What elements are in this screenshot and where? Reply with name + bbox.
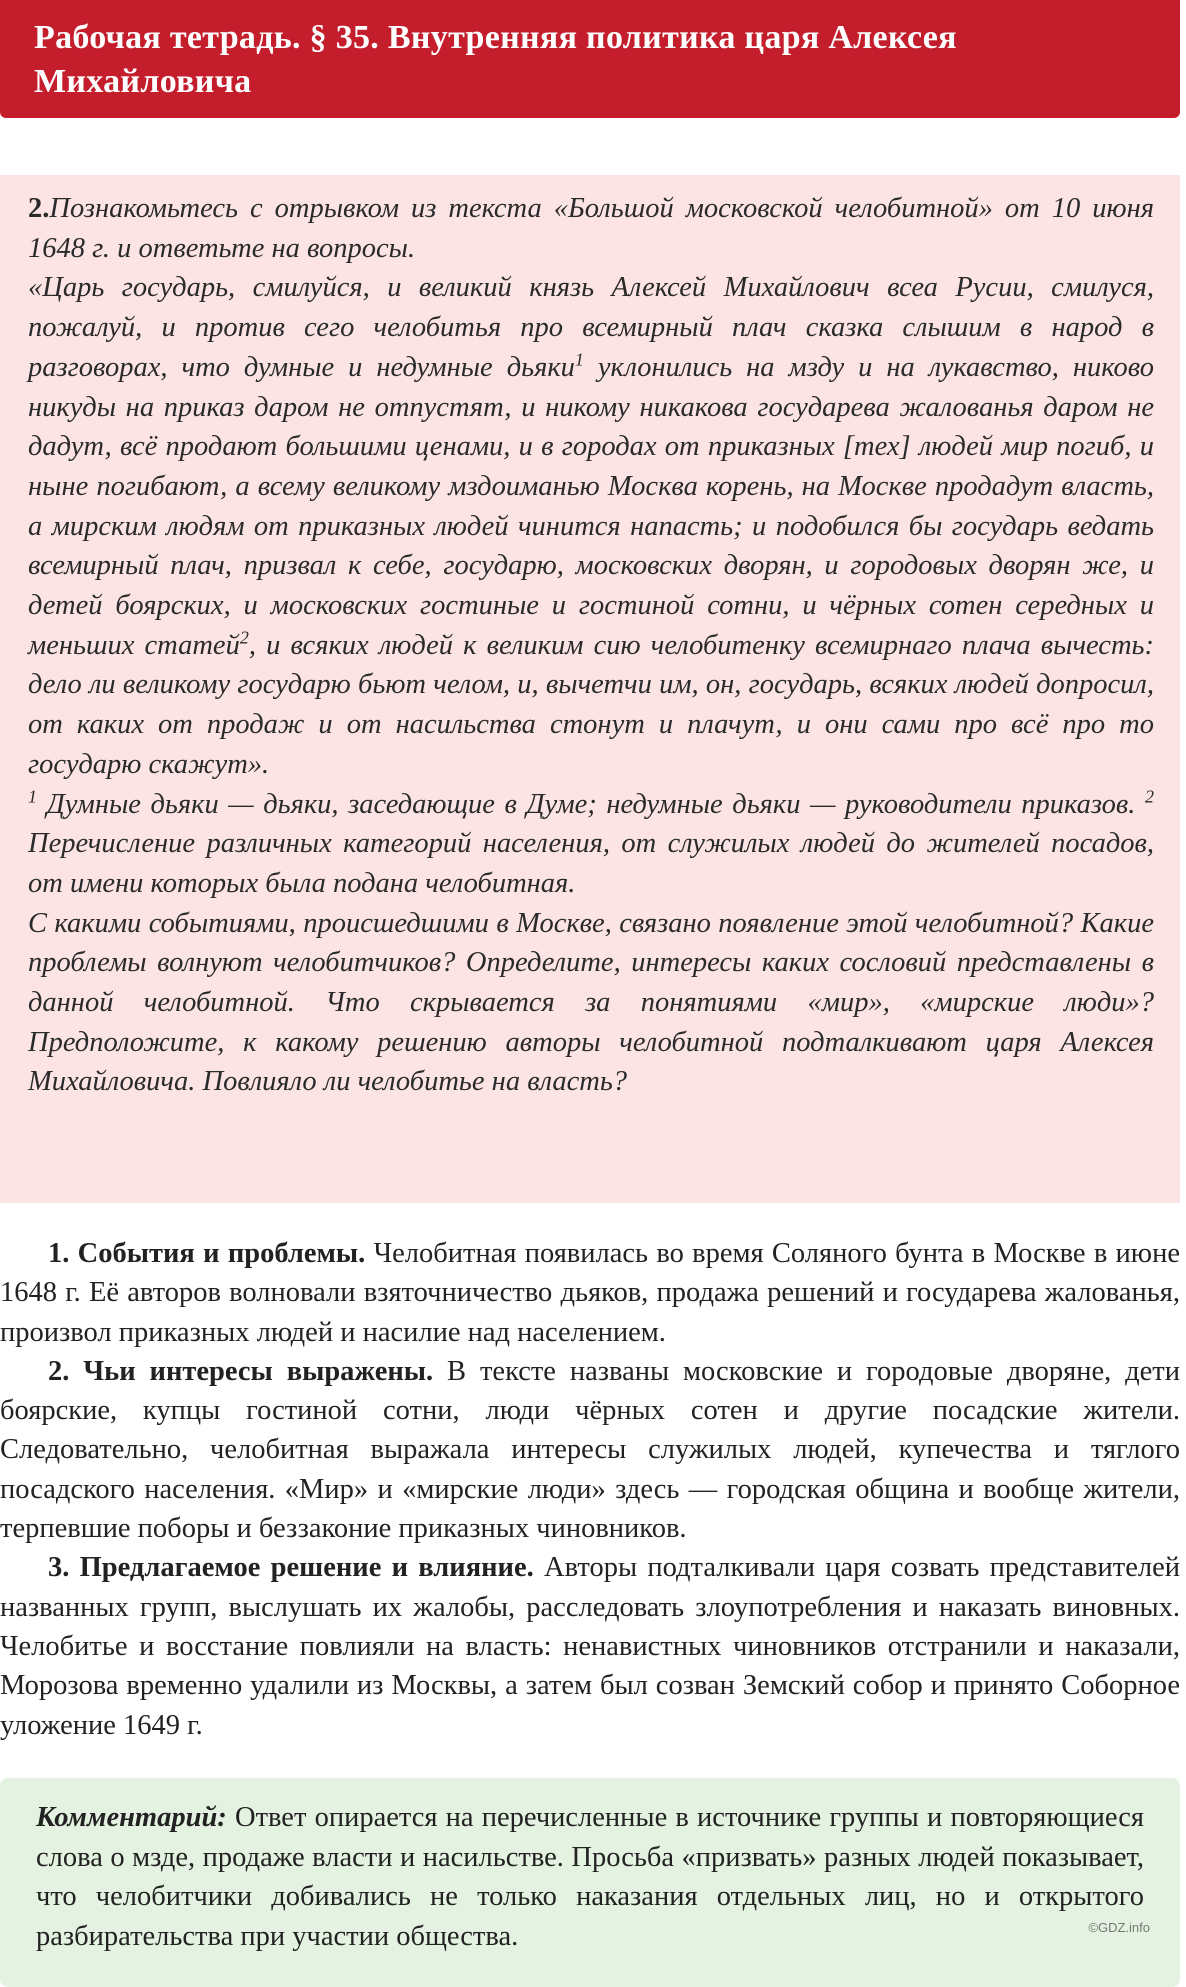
footnote-marker-1: 1 bbox=[574, 349, 584, 370]
footnote-1-text: Думные дьяки — дьяки, заседающие в Думе; недумные дьяки — руководители приказов. bbox=[37, 788, 1145, 820]
task-instruction-paragraph bbox=[28, 189, 1154, 268]
quote-part-1: «Царь государь, смилуйся, и великий князь Алексей Михайлович всеа Русии, смилуся, пожалуй, и против сего челобитья про всемирный плач сказка слышим в народ в разговорах, что думные и недумные дьяки bbox=[28, 272, 1154, 383]
source-quote bbox=[28, 268, 1154, 784]
footnote-2-text: Перечисление различных категорий населения, от служилых людей до жителей посадов, от имени которых была подана челобитная. bbox=[28, 828, 1154, 899]
answer-block bbox=[0, 1234, 1180, 1745]
answer-paragraph-2 bbox=[0, 1352, 1180, 1548]
page-title: Рабочая тетрадь. § 35. Внутренняя политика царя Алексея Михайловича bbox=[34, 19, 957, 100]
watermark-text: ©GDZ.info bbox=[1088, 1919, 1150, 1935]
task-block bbox=[0, 175, 1180, 1203]
answer-1-title: 1. События и проблемы. bbox=[48, 1238, 366, 1269]
comment-paragraph bbox=[36, 1798, 1144, 1956]
answer-paragraph-3 bbox=[0, 1548, 1180, 1744]
footnote-2-mark: 2 bbox=[1145, 786, 1154, 807]
task-number: 2. bbox=[28, 193, 50, 224]
answer-3-title: 3. Предлагаемое решение и влияние. bbox=[48, 1552, 534, 1584]
page-header bbox=[0, 0, 1180, 118]
comment-block bbox=[0, 1778, 1180, 1987]
quote-part-2: уклонились на мзду и на лукавство, никово никуды на приказ даром не отпустят, и никому никакова государева жалованья даром не дадут, всё продают большими ценами, и в городах от приказных [тех] людей мир погиб, и ныне погибают, а всему великому мздоиманью Москва корень, на Москве продадут власть, а мирским людям от приказных людей чинится напасть; и подобился бы государь ведать всемирный плач, призвал к себе, государю, московских дворян, и городовых дворян же, и детей боярских, и московских гостиные и гостиной сотни, и чёрных сотен середных и меньших статей bbox=[28, 351, 1155, 661]
answer-paragraph-1 bbox=[0, 1234, 1180, 1352]
answer-1-text: Челобитная появилась во время Соляного бунта в Москве в июне 1648 г. Её авторов волновали взяточничество дьяков, продажа решений и государева жалованья, произвол приказных людей и насилие над населением. bbox=[0, 1238, 1180, 1348]
quote-part-3: , и всяких людей к великим сию челобитенку всемирнаго плача вычесть: дело ли великому государю бьют челом, и, вычетчи им, он, государь, всяких людей допросил, от каких от продаж и от насильства стонут и плачут, и они сами про всё про то государю скажут». bbox=[28, 629, 1155, 780]
comment-text: Ответ опирается на перечисленные в источнике группы и повторяющиеся слова о мзде, продаже власти и насильстве. Просьба «призвать» разных людей показывает, что челобитчики добивались не только наказания отдельных лиц, но и открытого разбирательства при участии общества. bbox=[36, 1802, 1144, 1952]
task-instruction: Познакомьтесь с отрывком из текста «Большой московской челобитной» от 10 июня 1648 г. и ответьте на вопросы. bbox=[28, 193, 1154, 264]
footnote-marker-2: 2 bbox=[239, 627, 249, 648]
footnotes bbox=[28, 785, 1154, 904]
answer-3-text: Авторы подталкивали царя созвать представителей названных групп, выслушать их жалобы, расследовать злоупотребления и наказать виновных. Челобитье и восстание повлияли на власть: ненавистных чиновников отстранили и наказали, Морозова временно удалили из Москвы, а затем был созван Земский собор и принято Соборное уложение 1649 г. bbox=[0, 1552, 1180, 1741]
footnote-1-mark: 1 bbox=[28, 786, 37, 807]
task-questions: С какими событиями, происшедшими в Москве, связано появление этой челобитной? Какие проблемы волнуют челобитчиков? Определите, интересы каких сословий представлены в данной челобитной. Что скрывается за понятиями «мир», «мирские люди»? Предположите, к какому решению авторы челобитной подталкивают царя Алексея Михайловича. Повлияло ли челобитье на власть? bbox=[28, 907, 1154, 1098]
answer-2-text: В тексте названы московские и городовые дворяне, дети боярские, купцы гостиной сотни, люди чёрных сотен и другие посадские жители. Следовательно, челобитная выражала интересы служилых людей, купечества и тяглого посадского населения. «Мир» и «мирские люди» здесь — городская община и вообще жители, терпевшие поборы и беззаконие приказных чиновников. bbox=[0, 1355, 1180, 1545]
answer-2-title: 2. Чьи интересы выражены. bbox=[48, 1355, 434, 1387]
comment-label: Комментарий: bbox=[36, 1802, 227, 1833]
